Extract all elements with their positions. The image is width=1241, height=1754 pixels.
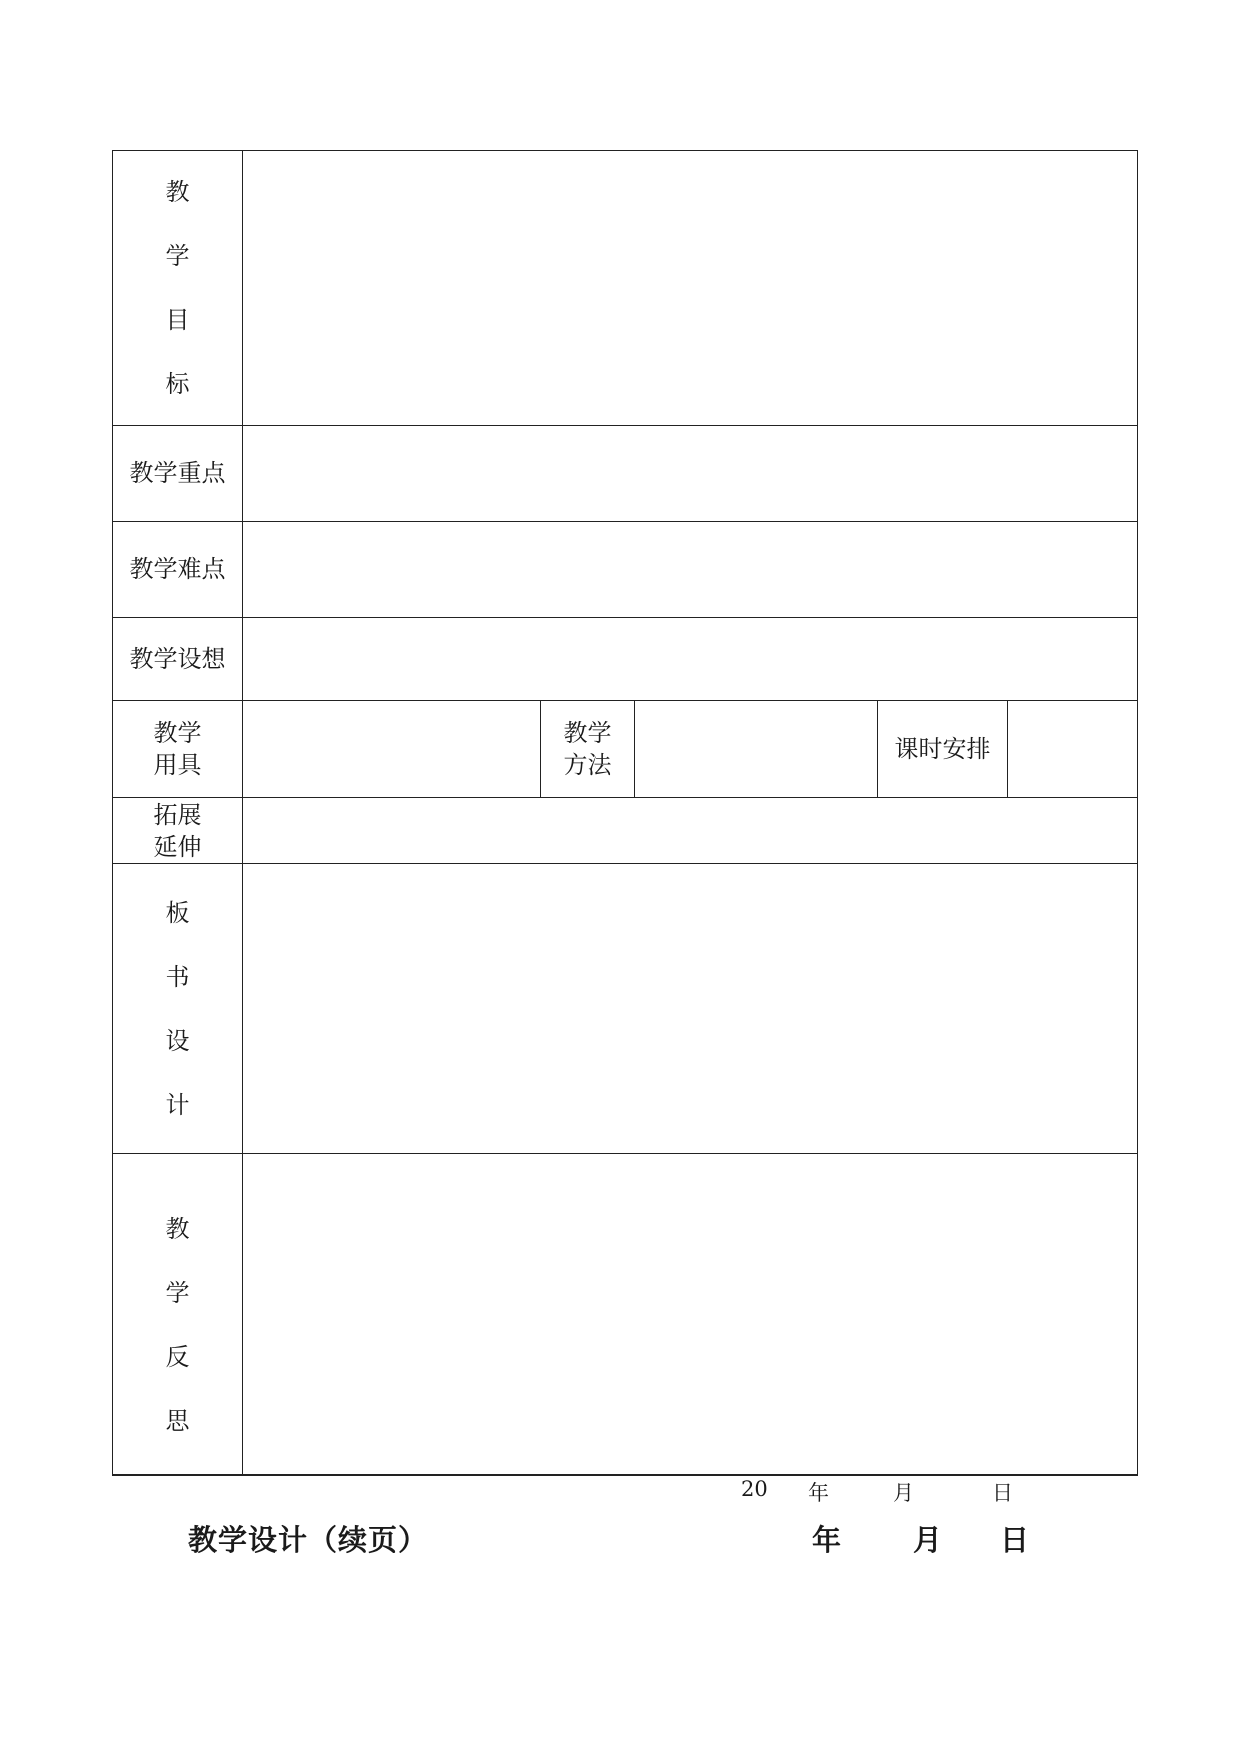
design-idea-row xyxy=(113,618,1138,701)
blackboard-char: 设 xyxy=(165,1026,190,1055)
reflection-char: 反 xyxy=(165,1342,190,1371)
tools-methods-row xyxy=(113,701,1138,798)
key-points-label: 教学重点 xyxy=(113,426,243,522)
objectives-char: 学 xyxy=(165,242,190,270)
methods-label-line: 方法 xyxy=(563,751,612,779)
key-points-row xyxy=(113,426,1138,522)
methods-label xyxy=(541,701,635,798)
reflection-label xyxy=(113,1154,243,1475)
objectives-char: 标 xyxy=(165,370,190,398)
blackboard-label xyxy=(113,864,243,1154)
objectives-row xyxy=(113,151,1138,426)
design-idea-field[interactable] xyxy=(243,618,1138,701)
date-century: 20 xyxy=(741,1477,768,1501)
date-month-label: 月 xyxy=(893,1481,914,1505)
class-hours-field[interactable] xyxy=(1008,701,1138,798)
difficulties-field[interactable] xyxy=(243,522,1138,618)
methods-field[interactable] xyxy=(635,701,878,798)
reflection-char: 学 xyxy=(165,1278,190,1307)
objectives-field[interactable] xyxy=(243,151,1138,426)
difficulties-label: 教学难点 xyxy=(113,522,243,618)
date-year-label: 年 xyxy=(808,1481,829,1505)
objectives-char: 目 xyxy=(165,306,190,334)
blackboard-row xyxy=(113,864,1138,1154)
objectives-label xyxy=(113,151,243,426)
lesson-plan-form xyxy=(112,150,1138,1476)
key-points-field[interactable] xyxy=(243,426,1138,522)
footer-title: 教学设计（续页） xyxy=(188,1523,429,1557)
reflection-char: 教 xyxy=(165,1214,190,1243)
date-day-label: 日 xyxy=(992,1481,1013,1505)
tools-field[interactable] xyxy=(243,701,541,798)
methods-label-line: 教学 xyxy=(563,719,612,747)
tools-label-line: 教学 xyxy=(153,719,202,747)
blackboard-field[interactable] xyxy=(243,864,1138,1154)
footer-month-label: 月 xyxy=(913,1523,943,1557)
footer-year-label: 年 xyxy=(812,1523,842,1557)
reflection-row xyxy=(113,1154,1138,1475)
design-idea-label: 教学设想 xyxy=(113,618,243,701)
extension-label xyxy=(113,798,243,864)
tools-label xyxy=(113,701,243,798)
extension-field[interactable] xyxy=(243,798,1138,864)
class-hours-label: 课时安排 xyxy=(878,701,1008,798)
tools-label-line: 用具 xyxy=(153,751,202,779)
extension-label-line: 拓展 xyxy=(153,800,202,829)
blackboard-char: 计 xyxy=(165,1090,190,1119)
blackboard-char: 书 xyxy=(165,962,190,991)
blackboard-char: 板 xyxy=(165,898,190,927)
objectives-char: 教 xyxy=(165,178,190,206)
reflection-field[interactable] xyxy=(243,1154,1138,1475)
reflection-char: 思 xyxy=(165,1406,190,1435)
extension-row xyxy=(113,798,1138,864)
footer-day-label: 日 xyxy=(1000,1523,1030,1557)
difficulties-row xyxy=(113,522,1138,618)
extension-label-line: 延伸 xyxy=(153,832,202,861)
